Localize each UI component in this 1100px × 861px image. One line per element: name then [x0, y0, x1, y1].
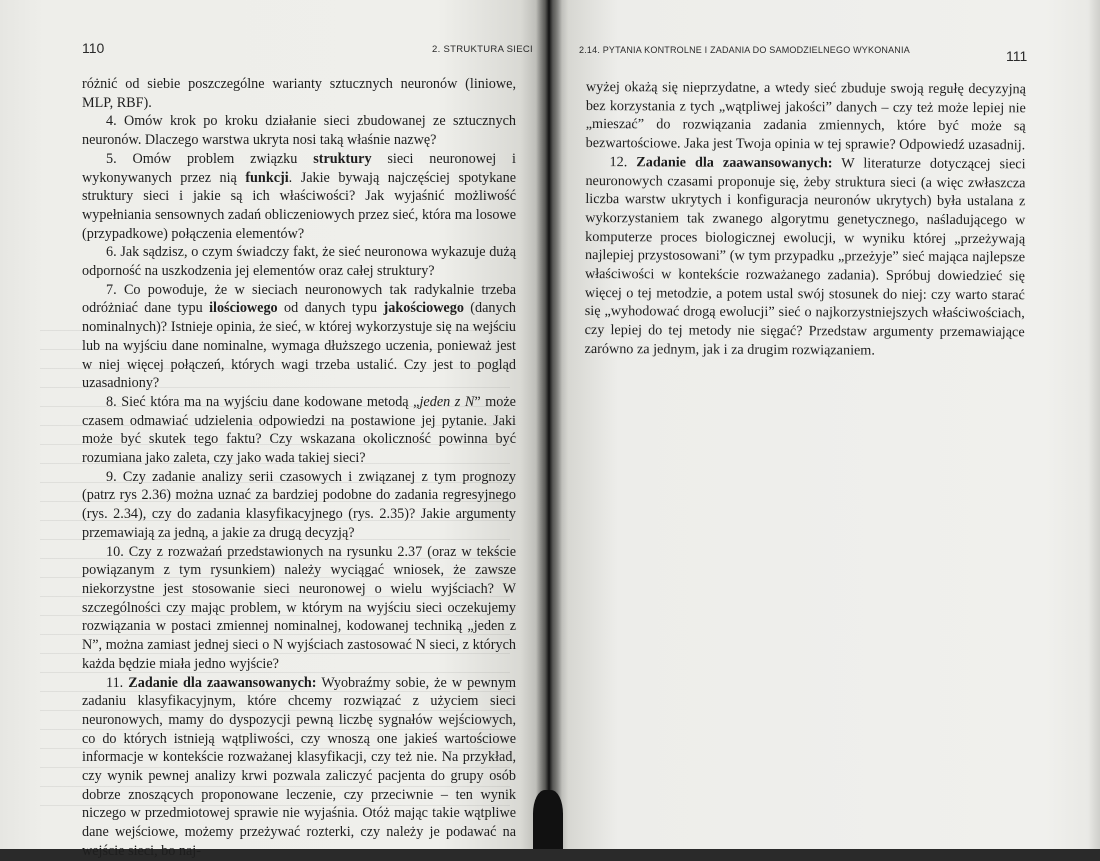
left-page	[0, 0, 548, 859]
text-run: od danych typu	[277, 300, 384, 317]
running-head: 2. STRUKTURA SIECI	[432, 44, 533, 55]
question-12	[585, 153, 1026, 361]
text-run: 8. Sieć która ma na wyjściu dane kodowane metodą „	[106, 393, 420, 410]
bold-term: Zadanie dla zaawansowanych:	[636, 154, 833, 172]
left-text-column	[82, 75, 516, 861]
bold-term: funkcji	[245, 169, 289, 186]
question-10: 10. Czy z rozważań przedstawionych na rysunku 2.37 (oraz w tekście powiązanym z tym rysunkiem) należy wyciągać wniosek, że zawsze niekorzystne jest stosowanie sieci neuronowej o wielu wyjściach? W szczególności czy mając problem, w którym na wyjściu sieci oczekujemy rozwiązania w postaci zmiennej nominalnej, kodowanej techniką „jeden z N”, można zamiast jednej sieci o N wyjściach zastosować N sieci, z których każda będzie miała jedno wyjście?	[82, 543, 516, 672]
page-edge	[1088, 0, 1100, 849]
text-run: ” może czasem odmawiać udzielenia odpowiedzi na postawione jej pytanie. Jaki może być skutek tego faktu? Czy wskazana okoliczność powinna być rozumiana jako zaleta, czy jako wada takiej sieci?	[82, 393, 516, 467]
right-text-column	[585, 78, 1026, 361]
question-9: 9. Czy zadanie analizy serii czasowych i związanej z tym prognozy (patrz rys 2.36) można uznać za bardziej podobne do zadania regresyjnego (rys. 2.34), czy do zadania klasyfikacyjnego (rys. 2.35)? Jakie argumenty przemawiają za jedną, a jakie za drugą decyzją?	[82, 468, 516, 541]
bold-term: struktury	[313, 150, 372, 167]
text-run: 12.	[609, 153, 637, 171]
text-run: 7. Co powoduje, że w sieciach neuronowych tak radykalnie trzeba odróżniać dane typu	[82, 281, 516, 317]
text-run: W literaturze dotyczącej sieci neuronowych czasami proponuje się, żeby struktura sieci (a więc zwłaszcza liczba warstw ukrytych i konfiguracja neuronów ukrytych) była ustalana z wykorzystaniem tak zwanego algorytmu genetycznego, naśladującego w komputerze proces biologicznej ewolucji, w wyniku której „przeżywają najlepiej przystosowani” (w tym przypadku „przeżyje” sieć mająca najlepsze właściwości w kontekście rozważanego zadania). Spróbuj dowiedzieć się więcej o tej metodzie, a potem ustal swój stosunek do niej: czy warto starać się „wyhodować drogą ewolucji” sieć o najkorzystniejszych właściwościach, czy lepiej do tej metody nie sięgać? Przedstaw argumenty przemawiające zarówno za jednym, jak i za drugim rozwiązaniem.	[584, 155, 1026, 359]
bold-term: Zadanie dla zaawansowanych:	[128, 674, 317, 691]
question-6: 6. Jak sądzisz, o czym świadczy fakt, że sieć neuronowa wykazuje dużą odporność na uszkodzenia jej elementów oraz całej struktury?	[82, 244, 516, 280]
page-number: 110	[82, 40, 105, 56]
page-number: 111	[1006, 48, 1028, 64]
text-run: Wyobraźmy sobie, że w pewnym zadaniu klasyfikacyjnym, które chcemy rozwiązać z użyciem sieci neuronowych, mamy do dyspozycji pewną liczbę sygnałów wejściowych, co do których istnieją wątpliwości, czy wnoszą one jakieś wartościowe informacje w kontekście rozważanej klasyfikacji, czy też nie. Na przykład, czy wynik pewnej analizy krwi pozwala zaliczyć pacjenta do grupy osób dobrze znoszących proponowane leczenie, czy przeciwnie – ten wynik niczego w przedmiotowej sprawie nie wyjaśnia. Otóż mając takie wątpliwe dane wejściowe, możemy przeżywać rozterki, czy należy je podawać na wejście sieci, bo naj-	[82, 674, 516, 859]
question-5	[82, 150, 516, 244]
question-4: 4. Omów krok po kroku działanie sieci zbudowanej ze sztucznych neuronów. Dlaczego warstwa ukryta nosi taką właśnie nazwę?	[82, 113, 516, 149]
italic-term: jeden z N	[419, 393, 475, 410]
paragraph: różnić od siebie poszczególne warianty sztucznych neuronów (liniowe, MLP, RBF).	[82, 76, 516, 111]
text-run: 5. Omów problem związku	[106, 150, 314, 167]
text-run: . Jakie bywają najczęściej spotykane struktury sieci i jakie są ich właściwości? Jak wyjaśnić możliwość wypełniania sensownych zadań obliczeniowych przez sieć, która ma losowe (przypadkowe) połączenia elementów?	[82, 169, 516, 242]
question-11	[82, 674, 516, 861]
book-gutter	[536, 0, 562, 849]
text-run: sieci neuronowej i wykonywanych przez nią	[82, 150, 517, 186]
question-7	[82, 281, 516, 393]
paragraph: wyżej okażą się nieprzydatne, a wtedy sieć zbuduje swoją regułę decyzyjną bez korzystania z tych „wątpliwej jakości” danych – czy też może lepiej nie „mieszać” do rozwiązania zadania zmiennych, które być może są bezwartościowe. Jaka jest Twoja opinia w tej sprawie? Odpowiedź uzasadnij.	[585, 78, 1026, 154]
bold-term: ilościowego	[209, 300, 278, 317]
gutter-shadow	[533, 790, 563, 849]
text-run: 11.	[106, 674, 129, 691]
right-page	[552, 0, 1100, 849]
text-run: (danych nominalnych)? Istnieje opinia, że sieć, w której wykorzystuje się na wejściu lub na wyjściu dane nominalne, wymaga dłuższego uczenia, ponieważ jest w niej więcej połączeń, których wagi trzeba ustalić. Czy jest to pogląd uzasadniony?	[82, 300, 516, 392]
question-8	[82, 393, 516, 468]
bold-term: jakościowego	[383, 300, 464, 317]
running-head: 2.14. PYTANIA KONTROLNE I ZADANIA DO SAMODZIELNEGO WYKONANIA	[579, 45, 910, 55]
